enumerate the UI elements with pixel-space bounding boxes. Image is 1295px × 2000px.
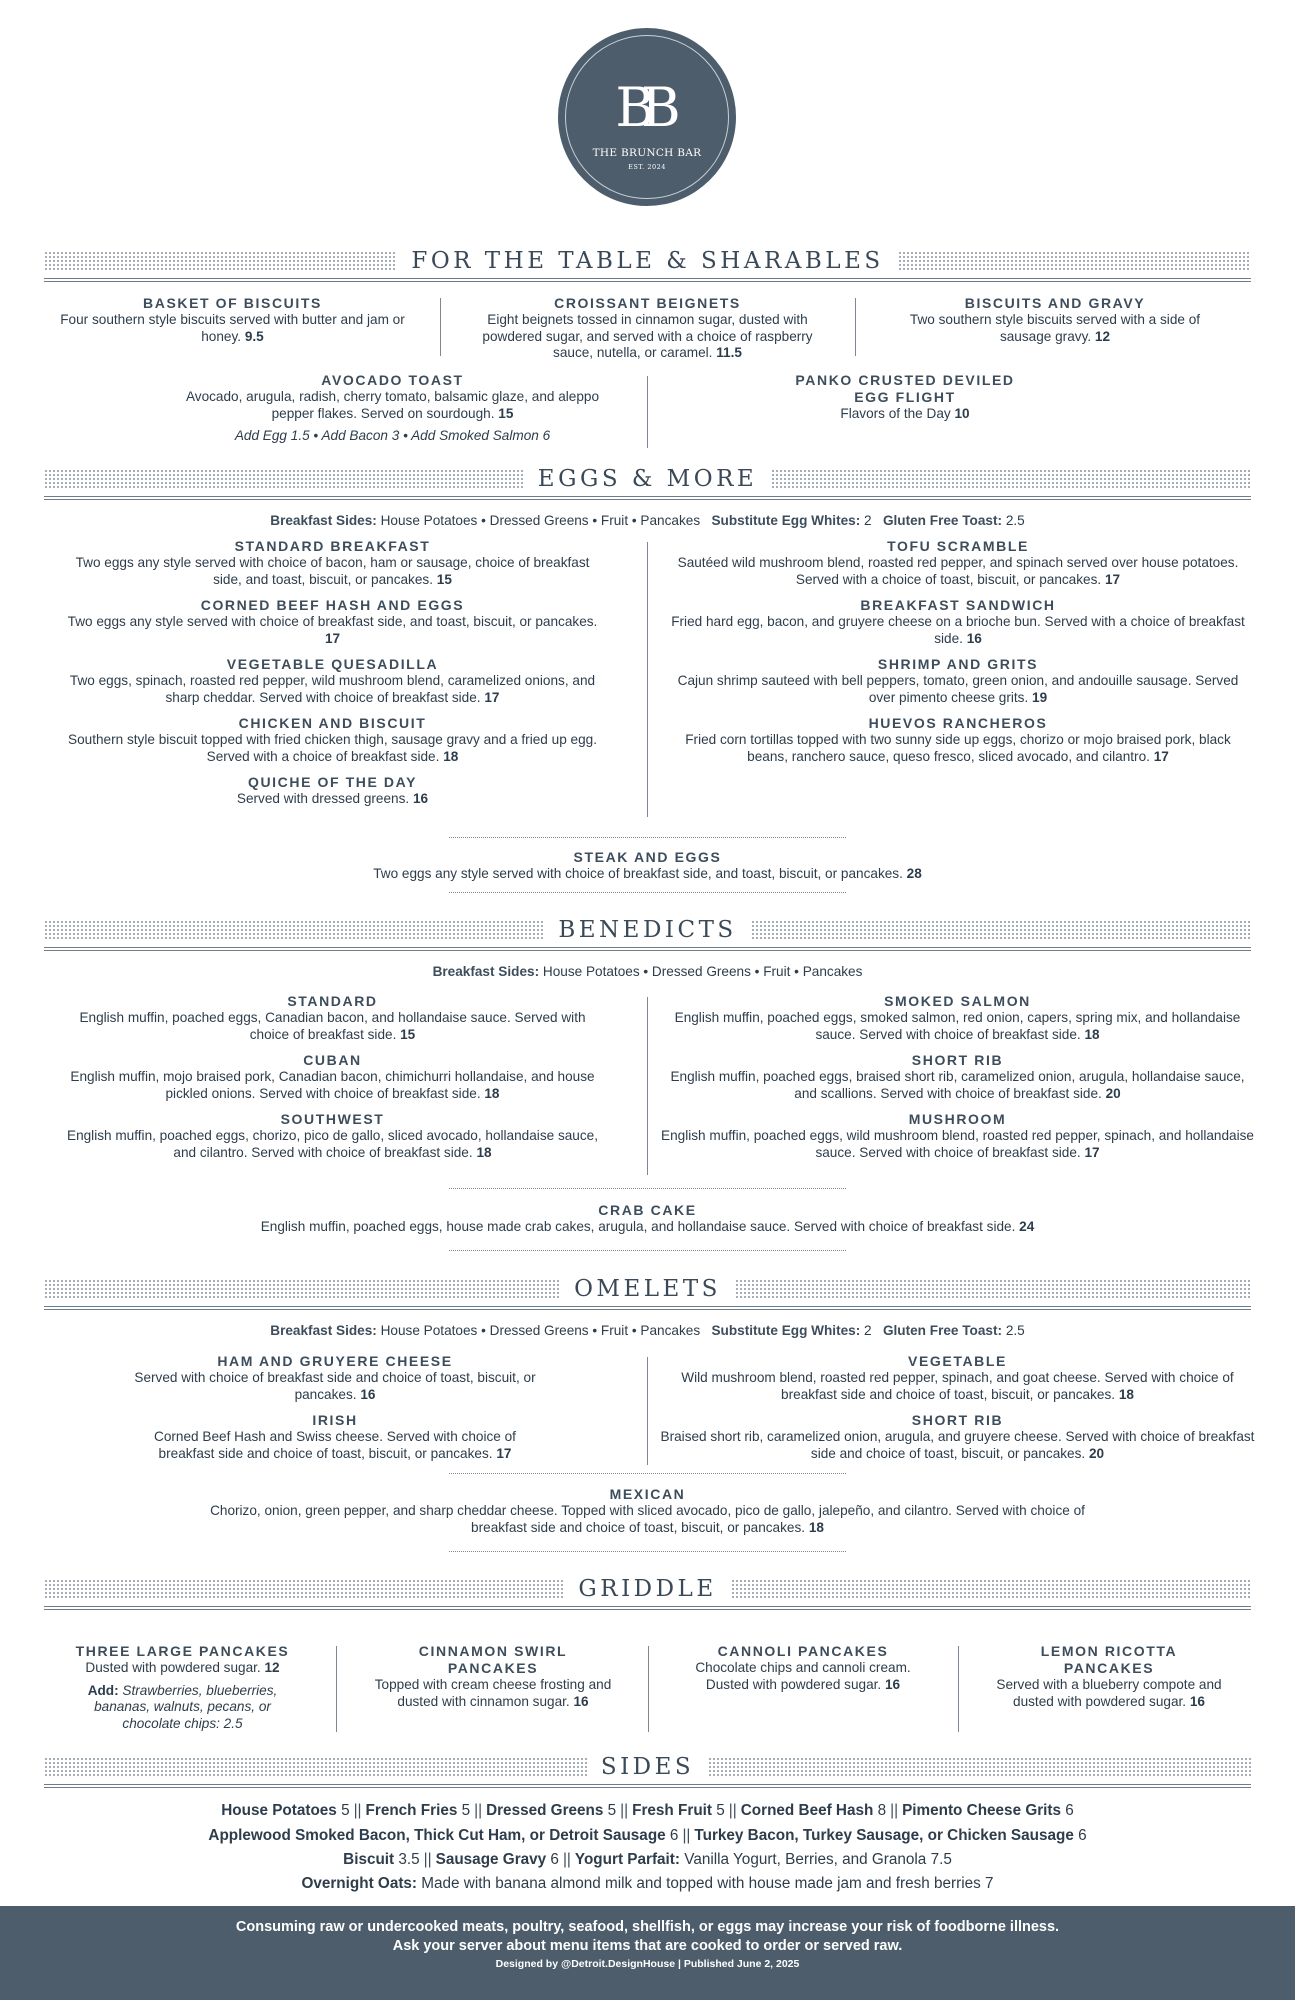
note-label: Breakfast Sides: (270, 1323, 377, 1338)
side-name: Biscuit (343, 1851, 395, 1868)
side-name: French Fries (365, 1802, 458, 1819)
item-desc: Southern style biscuit topped with fried chicken thigh, sausage gravy and a fried up egg. Served with a choice of breakfast side. (68, 732, 597, 764)
side-price: 7.5 (930, 1851, 952, 1868)
item-desc: Fried corn tortillas topped with two sunny side up eggs, chorizo or mojo braised pork, black beans, ranchero sauce, queso fresco, sliced avocado, and cilantro. (685, 732, 1231, 764)
dotted-divider (449, 837, 846, 838)
sides-line-2: Applewood Smoked Bacon, Thick Cut Ham, or Detroit Sausage 6 || Turkey Bacon, Turkey Sausage, or Chicken Sausage 6 (208, 1827, 1087, 1844)
item-price: 17 (1153, 748, 1169, 764)
item-name: BASKET OF BISCUITS (143, 295, 322, 311)
divider (647, 1357, 648, 1465)
side-price: 6 (1065, 1802, 1074, 1819)
item-price: 16 (573, 1693, 589, 1709)
note-value: House Potatoes • Dressed Greens • Fruit • Pancakes (380, 513, 701, 528)
dotted-divider (449, 892, 846, 893)
logo-est: EST. 2024 (628, 163, 666, 171)
side-name: Fresh Fruit (632, 1802, 713, 1819)
side-price: 5 (607, 1802, 617, 1819)
item-desc: Corned Beef Hash and Swiss cheese. Served with choice of breakfast side and choice of toast, biscuit, or pancakes. (154, 1429, 516, 1461)
note-label: Breakfast Sides: (270, 513, 377, 528)
eggs-left-column (60, 538, 605, 817)
menu-item (130, 1353, 540, 1403)
item-name: SOUTHWEST (280, 1111, 385, 1127)
item-name: LEMON RICOTTA PANCAKES (1040, 1643, 1178, 1676)
footer-advice: Ask your server about menu items that are cooked to order or served raw. (392, 1938, 903, 1954)
menu-item (668, 597, 1248, 647)
side-price: 6 (1078, 1827, 1087, 1844)
menu-item (60, 656, 605, 706)
item-price: 15 (400, 1026, 416, 1042)
side-name: Yogurt Parfait: (574, 1851, 680, 1868)
item-price: 20 (1088, 1445, 1105, 1461)
item-desc: Served with choice of breakfast side and choice of toast, biscuit, or pancakes. (134, 1370, 536, 1402)
side-name: Sausage Gravy (435, 1851, 547, 1868)
side-price: 5 (716, 1802, 725, 1819)
item-price: 18 (484, 1085, 500, 1101)
item-price: 16 (966, 630, 982, 646)
item-name: STANDARD BREAKFAST (234, 538, 431, 554)
item-price: 19 (1032, 689, 1048, 705)
dotted-divider (449, 1551, 846, 1552)
sides-line-3: Biscuit 3.5 || Sausage Gravy 6 || Yogurt Parfait: Vanilla Yogurt, Berries, and Granola 7.5 (343, 1851, 952, 1868)
item-price: 16 (884, 1676, 901, 1692)
menu-item (60, 1111, 605, 1161)
item-desc: English muffin, poached eggs, wild mushroom blend, roasted red pepper, spinach, and hollandaise sauce. Served with choice of breakfast side. (661, 1128, 1254, 1160)
item-desc: Two eggs any style served with choice of breakfast side, and toast, biscuit, or pancakes. (373, 866, 903, 881)
item-desc: Eight beignets tossed in cinnamon sugar, dusted with powdered sugar, and served with a choice of raspberry sauce, nutella, or caramel. (482, 312, 813, 360)
note-label: Gluten Free Toast: (882, 513, 1003, 528)
item-price: 18 (476, 1144, 492, 1160)
menu-item (60, 993, 605, 1043)
item-price: 28 (906, 866, 922, 881)
menu-item (660, 1052, 1255, 1102)
sides-note (0, 513, 1295, 529)
side-price: 5 (341, 1802, 350, 1819)
note-label: Substitute Egg Whites: (711, 513, 861, 528)
item-price: 15 (498, 405, 514, 421)
item-name: BREAKFAST SANDWICH (860, 597, 1056, 613)
item-desc: English muffin, mojo braised pork, Canadian bacon, chimichurri hollandaise, and house pickled onions. Served with choice of breakfast side. (70, 1069, 595, 1101)
menu-item (672, 1643, 934, 1693)
item-desc: English muffin, poached eggs, smoked salmon, red onion, capers, spring mix, and hollandaise sauce. Served with choice of breakfast side. (674, 1010, 1241, 1042)
item-price: 20 (1105, 1085, 1121, 1101)
item-name: PANKO CRUSTED DEVILED EGG FLIGHT (795, 372, 1015, 405)
bene-right-column (660, 993, 1255, 1170)
item-desc: Topped with cream cheese frosting and dusted with cinnamon sugar. (374, 1677, 612, 1709)
section-title: EGGS & MORE (537, 466, 758, 492)
item-desc: Avocado, arugula, radish, cherry tomato, balsamic glaze, and aleppo pepper flakes. Served on sourdough. (185, 389, 600, 421)
menu-item (200, 849, 1095, 883)
menu-item (900, 295, 1210, 345)
section-header-omelets (44, 1276, 1251, 1310)
item-desc: Two eggs, spinach, roasted red pepper, wild mushroom blend, caramelized onions, and sharp cheddar. Served with choice of breakfast side. (69, 673, 596, 705)
item-price: 24 (1019, 1219, 1035, 1234)
footer-credit: Designed by @Detroit.DesignHouse | Published June 2, 2025 (495, 1958, 800, 1970)
item-desc: Four southern style biscuits served with butter and jam or honey. (60, 312, 405, 344)
side-name: Applewood Smoked Bacon, Thick Cut Ham, or Detroit Sausage (208, 1827, 666, 1844)
item-addon: Add Egg 1.5 • Add Bacon 3 • Add Smoked Salmon 6 (234, 428, 551, 443)
dotted-divider (449, 1250, 846, 1251)
item-name: AVOCADO TOAST (321, 372, 464, 388)
divider (647, 542, 648, 817)
section-header-benedicts (44, 917, 1251, 951)
menu-item (660, 1111, 1255, 1161)
item-desc: Chocolate chips and cannoli cream. Dusted with powdered sugar. (695, 1660, 911, 1692)
item-desc: Two southern style biscuits served with a side of sausage gravy. (909, 312, 1201, 344)
dotted-divider (449, 1473, 846, 1474)
menu-item (60, 295, 405, 345)
side-name: Pimento Cheese Grits (902, 1802, 1062, 1819)
dotted-divider (449, 1188, 846, 1189)
section-title: FOR THE TABLE & SHARABLES (411, 248, 884, 274)
side-desc: Vanilla Yogurt, Berries, and Granola (684, 1851, 927, 1868)
menu-item (978, 1643, 1240, 1710)
menu-item (60, 597, 605, 647)
item-name: CINNAMON SWIRL PANCAKES (418, 1643, 568, 1676)
item-name: VEGETABLE QUESADILLA (226, 656, 439, 672)
omelet-right-column (660, 1353, 1255, 1471)
item-name: MUSHROOM (908, 1111, 1007, 1127)
item-desc: Two eggs any style served with choice of breakfast side, and toast, biscuit, or pancakes. (67, 614, 598, 629)
note-label: Breakfast Sides: (432, 964, 540, 979)
item-name: VEGETABLE (908, 1353, 1007, 1369)
section-header-griddle (44, 1576, 1251, 1610)
item-price: 16 (360, 1386, 376, 1402)
item-desc: English muffin, poached eggs, house made crab cakes, arugula, and hollandaise sauce. Served with choice of breakfast side. (260, 1219, 1016, 1234)
item-name: CHICKEN AND BISCUIT (238, 715, 427, 731)
item-name: SMOKED SALMON (884, 993, 1031, 1009)
menu-item (660, 993, 1255, 1043)
divider (647, 997, 648, 1175)
side-name: Overnight Oats: (301, 1875, 418, 1892)
item-desc: Wild mushroom blend, roasted red pepper, spinach, and goat cheese. Served with choice of breakfast side and choice of toast, biscuit, or pancakes. (681, 1370, 1234, 1402)
sides-line-4 (0, 1874, 1295, 1894)
menu-item (465, 295, 830, 362)
menu-item (180, 372, 605, 445)
divider (440, 298, 441, 356)
footer (0, 1906, 1295, 2000)
menu-item (60, 538, 605, 588)
item-desc: Served with dressed greens. (236, 791, 410, 806)
menu-item (668, 715, 1248, 765)
item-name: CRAB CAKE (598, 1202, 697, 1218)
item-name: CUBAN (303, 1052, 362, 1068)
side-name: House Potatoes (221, 1802, 337, 1819)
side-price: 5 (461, 1802, 471, 1819)
side-price: 6 (550, 1851, 559, 1868)
item-name: HAM AND GRUYERE CHEESE (217, 1353, 453, 1369)
item-name: CROISSANT BEIGNETS (554, 295, 741, 311)
logo-name: THE BRUNCH BAR (592, 147, 702, 159)
item-name: CANNOLI PANCAKES (717, 1643, 889, 1659)
sides-line-1: House Potatoes 5 || French Fries 5 || Dressed Greens 5 || Fresh Fruit 5 || Corned Beef Hash 8 || Pimento Cheese Grits 6 (221, 1802, 1074, 1819)
sides-note (0, 1323, 1295, 1339)
side-price: 3.5 (398, 1851, 420, 1868)
section-title: GRIDDLE (578, 1576, 717, 1602)
item-price: 9.5 (244, 328, 264, 344)
item-price: 11.5 (716, 345, 742, 360)
menu-item (660, 1412, 1255, 1462)
item-name: BISCUITS AND GRAVY (964, 295, 1146, 311)
side-name: Dressed Greens (486, 1802, 604, 1819)
note-value: 2 (864, 513, 872, 528)
menu-item (362, 1643, 624, 1710)
item-name: HUEVOS RANCHEROS (868, 715, 1048, 731)
menu-item (60, 1052, 605, 1102)
divider (648, 1646, 649, 1732)
section-header-eggs (44, 466, 1251, 500)
item-name: STANDARD (287, 993, 378, 1009)
side-name: Turkey Bacon, Turkey Sausage, or Chicken Sausage (694, 1827, 1074, 1844)
section-title: BENEDICTS (558, 917, 737, 943)
menu-item (60, 774, 605, 808)
menu-item (660, 1353, 1255, 1403)
item-price: 12 (1094, 328, 1111, 344)
divider (958, 1646, 959, 1732)
item-name: STEAK AND EGGS (573, 849, 722, 865)
logo-ring (565, 35, 729, 199)
item-price: 18 (808, 1519, 824, 1535)
item-price: 12 (264, 1660, 280, 1675)
section-title: SIDES (600, 1754, 695, 1780)
item-price: 17 (1104, 571, 1121, 587)
side-price: 8 (877, 1802, 887, 1819)
item-price: 18 (1118, 1386, 1134, 1402)
item-desc: Chorizo, onion, green pepper, and sharp cheddar cheese. Topped with sliced avocado, pico de gallo, jalepeño, and cilantro. Served with choice of breakfast side and choice of toast, biscuit, or pancakes. (210, 1503, 1085, 1535)
menu-item (55, 1643, 310, 1732)
menu-item (130, 1412, 540, 1462)
item-desc: English muffin, poached eggs, braised short rib, caramelized onion, arugula, hollandaise sauce, and scallions. Served with choice of breakfast side. (670, 1069, 1245, 1101)
side-price: 6 (669, 1827, 679, 1844)
item-name: SHORT RIB (911, 1412, 1004, 1428)
menu-item (668, 656, 1248, 706)
item-price: 16 (1189, 1693, 1205, 1709)
divider (647, 376, 648, 448)
footer-warning: Consuming raw or undercooked meats, poultry, seafood, shellfish, or eggs may increase your risk of foodborne illness. (235, 1919, 1060, 1935)
item-name: THREE LARGE PANCAKES (75, 1643, 290, 1659)
item-desc: English muffin, poached eggs, chorizo, pico de gallo, sliced avocado, hollandaise sauce, and cilantro. Served with choice of breakfast side. (67, 1128, 598, 1160)
divider (855, 298, 856, 356)
menu-item (60, 715, 605, 765)
item-addon: Add: Strawberries, blueberries, bananas, walnuts, pecans, or chocolate chips: 2.5 (87, 1682, 278, 1731)
item-price: 18 (443, 748, 459, 764)
side-price: 7 (985, 1875, 994, 1892)
note-value: House Potatoes • Dressed Greens • Fruit • Pancakes (380, 1323, 701, 1338)
menu-item (740, 372, 1070, 423)
item-name: QUICHE OF THE DAY (247, 774, 418, 790)
item-name: IRISH (312, 1412, 358, 1428)
omelet-left-column (130, 1353, 540, 1471)
item-desc: English muffin, poached eggs, Canadian bacon, and hollandaise sauce. Served with choice of breakfast side. (79, 1010, 586, 1042)
menu-item (668, 538, 1248, 588)
item-price: 17 (324, 630, 341, 646)
logo-monogram: BB (615, 76, 667, 139)
note-label: Gluten Free Toast: (882, 1323, 1003, 1338)
item-price: 18 (1084, 1026, 1100, 1042)
note-value: 2 (864, 1323, 872, 1338)
note-label: Substitute Egg Whites: (711, 1323, 861, 1338)
item-desc: Sautéed wild mushroom blend, roasted red pepper, and spinach served over house potatoes. Served with a choice of toast, biscuit, or pancakes. (677, 555, 1239, 587)
note-value: 2.5 (1005, 1323, 1025, 1338)
item-name: CORNED BEEF HASH AND EGGS (200, 597, 465, 613)
item-price: 17 (484, 689, 500, 705)
note-value: House Potatoes • Dressed Greens • Fruit • Pancakes (542, 964, 863, 979)
bene-left-column (60, 993, 605, 1170)
brand-logo (558, 28, 736, 206)
item-desc: Braised short rib, caramelized onion, arugula, and gruyere cheese. Served with choice of breakfast side and choice of toast, biscuit, or pancakes. (660, 1429, 1255, 1461)
item-price: 17 (496, 1445, 512, 1461)
divider (336, 1646, 337, 1732)
menu-item (140, 1486, 1155, 1536)
section-title: OMELETS (574, 1276, 721, 1302)
item-desc: Flavors of the Day (840, 406, 951, 421)
eggs-right-column (668, 538, 1248, 774)
item-desc: Served with a blueberry compote and dusted with powdered sugar. (996, 1677, 1222, 1709)
item-price: 16 (412, 791, 429, 806)
item-name: MEXICAN (609, 1486, 686, 1502)
sides-note (0, 964, 1295, 980)
item-desc: Two eggs any style served with choice of bacon, ham or sausage, choice of breakfast side, and toast, biscuit, or pancakes. (75, 555, 590, 587)
item-price: 17 (1084, 1144, 1100, 1160)
menu-item (100, 1202, 1195, 1236)
item-desc: Cajun shrimp sauteed with bell peppers, tomato, green onion, and andouille sausage. Served over pimento cheese grits. (677, 673, 1239, 705)
item-name: TOFU SCRAMBLE (887, 538, 1029, 554)
side-name: Corned Beef Hash (740, 1802, 874, 1819)
side-desc: Made with banana almond milk and topped with house made jam and fresh berries (421, 1875, 981, 1892)
item-price: 15 (436, 571, 452, 587)
item-name: SHORT RIB (911, 1052, 1004, 1068)
item-price: 10 (954, 406, 970, 421)
section-header-sides (44, 1754, 1251, 1788)
section-header-table (44, 248, 1251, 282)
item-desc: Fried hard egg, bacon, and gruyere cheese on a brioche bun. Served with a choice of breakfast side. (671, 614, 1245, 646)
item-name: SHRIMP AND GRITS (877, 656, 1039, 672)
item-desc: Dusted with powdered sugar. (85, 1660, 261, 1675)
note-value: 2.5 (1005, 513, 1025, 528)
